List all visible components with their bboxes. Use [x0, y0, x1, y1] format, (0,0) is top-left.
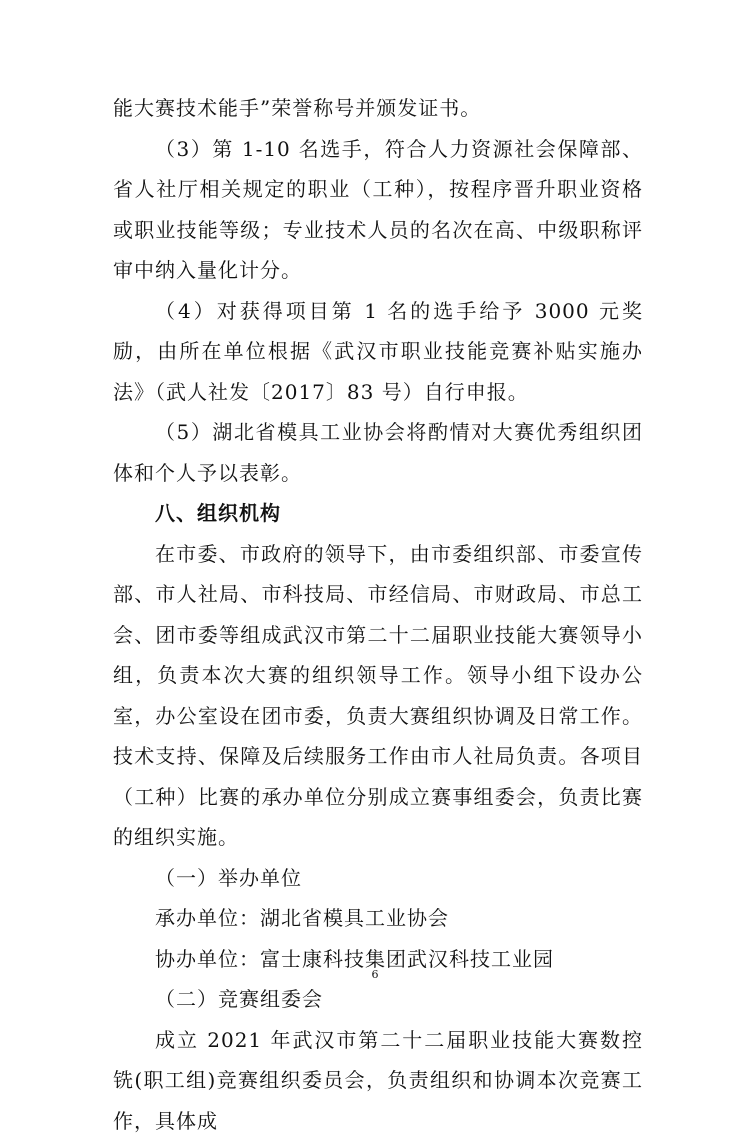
paragraph-honor-title: 能大赛技术能手”荣誉称号并颁发证书。: [113, 88, 643, 129]
paragraph-item-5: （5）湖北省模具工业协会将酌情对大赛优秀组织团体和个人予以表彰。: [113, 412, 643, 493]
paragraph-committee: 成立 2021 年武汉市第二十二届职业技能大赛数控铣(职工组)竞赛组织委员会，负责组织和协调本次竞赛工作，具体成: [113, 1020, 643, 1141]
paragraph-organizer: 承办单位：湖北省模具工业协会: [113, 898, 643, 939]
section-heading-organization: 八、组织机构: [113, 493, 643, 534]
paragraph-item-3: （3）第 1-10 名选手，符合人力资源社会保障部、省人社厅相关规定的职业（工种），按程序晋升职业资格或职业技能等级；专业技术人员的名次在高、中级职称评审中纳入量化计分。: [113, 129, 643, 291]
subheading-host-units: （一）举办单位: [113, 858, 643, 899]
paragraph-item-4: （4）对获得项目第 1 名的选手给予 3000 元奖励，由所在单位根据《武汉市职业技能竞赛补贴实施办法》（武人社发〔2017〕83 号）自行申报。: [113, 291, 643, 413]
paragraph-co-organizer: 协办单位：富士康科技集团武汉科技工业园: [113, 939, 643, 980]
paragraph-organization: 在市委、市政府的领导下，由市委组织部、市委宣传部、市人社局、市科技局、市经信局、市财政局、市总工会、团市委等组成武汉市第二十二届职业技能大赛领导小组，负责本次大赛的组织领导工作。领导小组下设办公室，办公室设在团市委，负责大赛组织协调及日常工作。技术支持、保障及后续服务工作由市人社局负责。各项目（工种）比赛的承办单位分别成立赛事组委会，负责比赛的组织实施。: [113, 534, 643, 858]
body-text: [113, 88, 643, 1141]
subheading-committee: （二）竞赛组委会: [113, 979, 643, 1020]
page-number: 6: [0, 968, 750, 981]
